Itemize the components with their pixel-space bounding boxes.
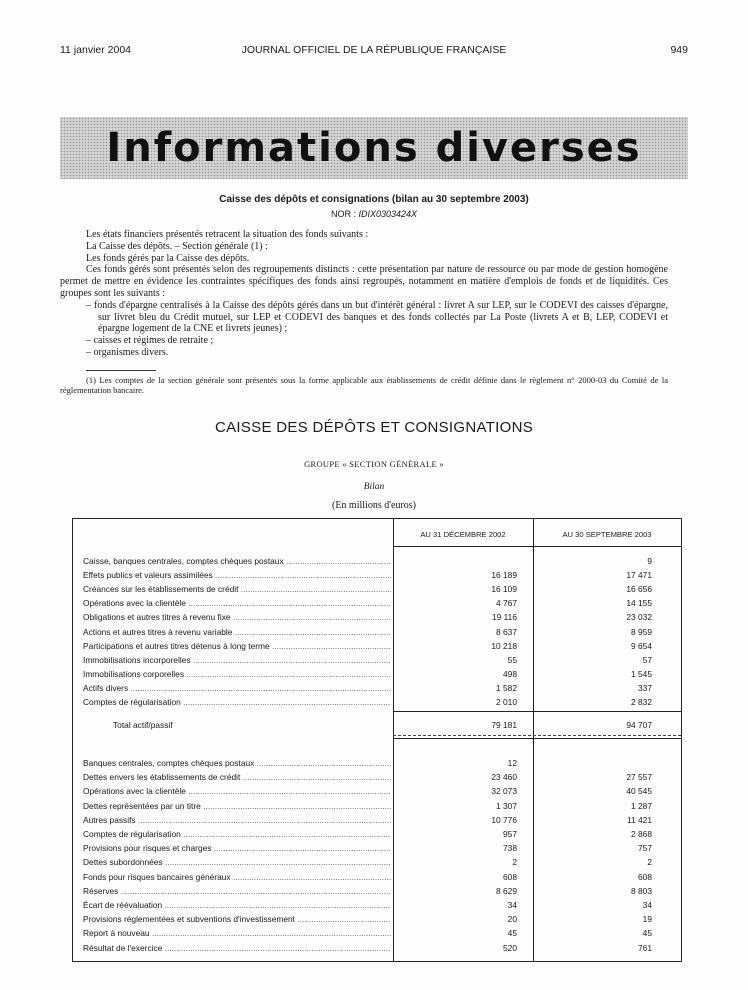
row-label: Provisions pour risques et charges ..... xyxy=(83,843,391,853)
value-2003: 14 155 xyxy=(626,598,652,609)
value-2003: 2 832 xyxy=(631,697,652,707)
value-2003: 8 803 xyxy=(631,885,652,896)
total-rule xyxy=(393,735,681,736)
header-divider xyxy=(393,546,681,547)
table-row xyxy=(73,914,681,927)
table-row xyxy=(73,843,681,856)
row-label: Immobilisations incorporelles ..... xyxy=(83,655,391,665)
row-label: Dettes subordonnées ..... xyxy=(83,857,391,867)
table-row xyxy=(73,612,681,625)
row-label: Résultat de l'exercice ..... xyxy=(83,943,391,953)
header-date: 11 janvier 2004 xyxy=(60,44,132,56)
row-label: Caisse, banques centrales, comptes chèques postaux ..... xyxy=(83,556,391,566)
value-2003: 608 xyxy=(638,871,652,882)
value-2003: 27 557 xyxy=(626,772,652,783)
table-row xyxy=(73,641,681,654)
row-label: Banques centrales, comptes chèques postaux ..... xyxy=(83,758,391,768)
table-row xyxy=(73,683,681,696)
list-item: – caisses et régimes de retraite ; xyxy=(86,335,214,347)
value-2003: 23 032 xyxy=(626,612,652,623)
value-2003: 1 287 xyxy=(631,800,652,811)
row-label: Obligations et autres titres à revenu fixe ..... xyxy=(83,612,391,622)
column-header-2003: AU 30 SEPTEMBRE 2003 xyxy=(562,530,652,539)
column-header-2002: AU 31 DÉCEMBRE 2002 xyxy=(420,530,506,539)
value-2002: 608 xyxy=(503,871,517,882)
value-2002: 16 109 xyxy=(491,584,517,595)
row-label: Créances sur les établissements de crédit ..... xyxy=(83,584,391,594)
balance-sheet-table xyxy=(72,518,682,962)
value-2002: 2 xyxy=(512,857,517,868)
table-row xyxy=(73,815,681,828)
row-label: Écart de réévaluation ..... xyxy=(83,900,391,910)
table-row xyxy=(73,584,681,597)
nor-code: IDIX0303424X xyxy=(358,209,418,219)
value-2002: 45 xyxy=(507,928,517,939)
value-2003: 761 xyxy=(638,942,652,953)
value-2002: 32 073 xyxy=(491,786,517,797)
table-row xyxy=(73,928,681,941)
value-2003: 45 xyxy=(642,928,652,939)
value-2003: 11 421 xyxy=(627,814,652,825)
section-title: CAISSE DES DÉPÔTS ET CONSIGNATIONS xyxy=(214,419,534,436)
value-2002: 1 582 xyxy=(496,682,517,693)
banner-title: Informations diverses xyxy=(106,125,642,171)
value-2003: 9 654 xyxy=(631,640,652,651)
value-2002: 1 307 xyxy=(496,800,517,811)
value-2002: 8 637 xyxy=(496,626,517,637)
value-2003: 9 xyxy=(647,556,652,566)
section-rule xyxy=(393,738,681,739)
value-2003: 16 656 xyxy=(626,584,652,595)
table-row xyxy=(73,886,681,899)
value-2003: 57 xyxy=(642,654,652,665)
table-row xyxy=(73,598,681,611)
table-row xyxy=(73,900,681,913)
table-row xyxy=(73,758,681,771)
table-row xyxy=(73,556,681,569)
nor-label: NOR : xyxy=(330,209,356,219)
value-2003: 17 471 xyxy=(626,570,652,581)
value-2002: 520 xyxy=(503,942,517,953)
row-label: Immobilisations corporelles ..... xyxy=(83,669,391,679)
row-label: Réserves ..... xyxy=(83,886,391,896)
value-2003: 8 959 xyxy=(631,626,652,637)
page-header xyxy=(60,44,688,60)
table-row xyxy=(73,872,681,885)
footnote-divider xyxy=(86,370,156,371)
total-row xyxy=(73,720,681,733)
table-row xyxy=(73,943,681,956)
value-2002: 498 xyxy=(503,668,517,679)
value-2002: 23 460 xyxy=(491,772,517,783)
value-2002: 10 776 xyxy=(491,814,517,825)
paragraph: Ces fonds gérés sont présentés selon des regroupements distincts : cette présentation par nature de ressource ou par mode de gestion homogène permet de mettre en évidence les contraintes spécifiques des fonds ainsi regroupés, notamment en matière d'emplois de fonds et de liquidités. Ces groupes sont les suivants : xyxy=(60,264,668,299)
nor-reference xyxy=(60,209,688,219)
row-label: Autres passifs ..... xyxy=(83,815,391,825)
header-page-number: 949 xyxy=(670,44,688,56)
row-label: Effets publics et valeurs assimilées ..... xyxy=(83,570,391,580)
row-label: Fonds pour risques bancaires généraux ..... xyxy=(83,872,391,882)
value-2003: 19 xyxy=(642,914,652,925)
group-subtitle: GROUPE « SECTION GÉNÉRALE » xyxy=(304,459,444,469)
table-row xyxy=(73,627,681,640)
body-text xyxy=(60,229,668,359)
footnote: (1) Les comptes de la section générale sont présentés sous la forme applicable aux établissements de crédit définie dans le règlement n° 2000-03 du Comité de la réglementation bancaire. xyxy=(60,375,668,395)
value-2002: 10 218 xyxy=(491,640,517,651)
total-rule xyxy=(393,711,681,712)
header-journal-title: JOURNAL OFFICIEL DE LA RÉPUBLIQUE FRANÇAISE xyxy=(241,44,507,56)
bilan-subtitle: Bilan xyxy=(363,482,385,492)
list-item: – organismes divers. xyxy=(86,346,169,358)
value-2003: 2 868 xyxy=(631,829,652,839)
unit-label: (En millions d'euros) xyxy=(331,500,416,511)
row-label: Opérations avec la clientèle ..... xyxy=(83,786,391,796)
value-2002: 12 xyxy=(507,758,517,768)
value-2003: 337 xyxy=(638,682,652,693)
table-row xyxy=(73,669,681,682)
value-2002: 8 629 xyxy=(496,885,517,896)
table-row xyxy=(73,801,681,814)
value-2003: 94 707 xyxy=(626,720,652,730)
row-label: Dettes représentées par un titre ..... xyxy=(83,801,391,811)
table-row xyxy=(73,829,681,842)
value-2003: 34 xyxy=(642,900,652,910)
value-2003: 757 xyxy=(638,843,652,854)
value-2003: 2 xyxy=(647,857,652,868)
row-label: Dettes envers les établissements de crédit ..... xyxy=(83,772,391,782)
value-2002: 19 116 xyxy=(492,612,517,623)
row-label: Participations et autres titres détenus à long terme ..... xyxy=(83,641,391,651)
table-row xyxy=(73,697,681,710)
table-row xyxy=(73,857,681,870)
value-2002: 79 181 xyxy=(491,720,517,730)
row-label: Total actif/passif xyxy=(113,720,173,730)
value-2002: 957 xyxy=(503,829,517,839)
paragraph: Les états financiers présentés retracent la situation des fonds suivants : xyxy=(86,229,369,240)
table-row xyxy=(73,772,681,785)
table-row xyxy=(73,655,681,668)
row-label: Opérations avec la clientèle ..... xyxy=(83,598,391,608)
table-row xyxy=(73,570,681,583)
table-row xyxy=(73,786,681,799)
row-label: Actions et autres titres à revenu variable ..... xyxy=(83,627,391,637)
value-2003: 40 545 xyxy=(626,786,652,797)
section-banner xyxy=(60,117,688,179)
value-2002: 55 xyxy=(507,654,517,665)
value-2002: 34 xyxy=(507,900,517,910)
paragraph: Les fonds gérés par la Caisse des dépôts. xyxy=(86,252,250,264)
paragraph: La Caisse des dépôts. – Section générale (1) : xyxy=(86,240,268,252)
value-2002: 2 010 xyxy=(496,697,517,707)
row-label: Comptes de régularisation ..... xyxy=(83,829,391,839)
row-label: Provisions réglementées et subventions d'investissement ..... xyxy=(83,914,391,924)
document-title: Caisse des dépôts et consignations (bilan au 30 septembre 2003) xyxy=(219,194,529,205)
value-2002: 20 xyxy=(507,914,517,925)
row-label: Actifs divers ..... xyxy=(83,683,391,693)
value-2003: 1 545 xyxy=(631,668,652,679)
row-label: Comptes de régularisation ..... xyxy=(83,697,391,707)
list-item: – fonds d'épargne centralisés à la Caisse des dépôts gérés dans un but d'intérêt général : livret A sur LEP, sur le CODEVI des caisses d'épargne, sur livret bleu du Crédit mutuel, sur LEP et CODEVI des banques et des fonds collectés par La Poste (livrets A et B, LEP, CODEVI et épargne logement de la CNE et livrets jeunes) ; xyxy=(86,299,668,335)
row-label: Report à nouveau ..... xyxy=(83,928,391,938)
value-2002: 4 767 xyxy=(496,598,517,609)
value-2002: 16 189 xyxy=(491,570,517,581)
value-2002: 738 xyxy=(503,843,517,854)
